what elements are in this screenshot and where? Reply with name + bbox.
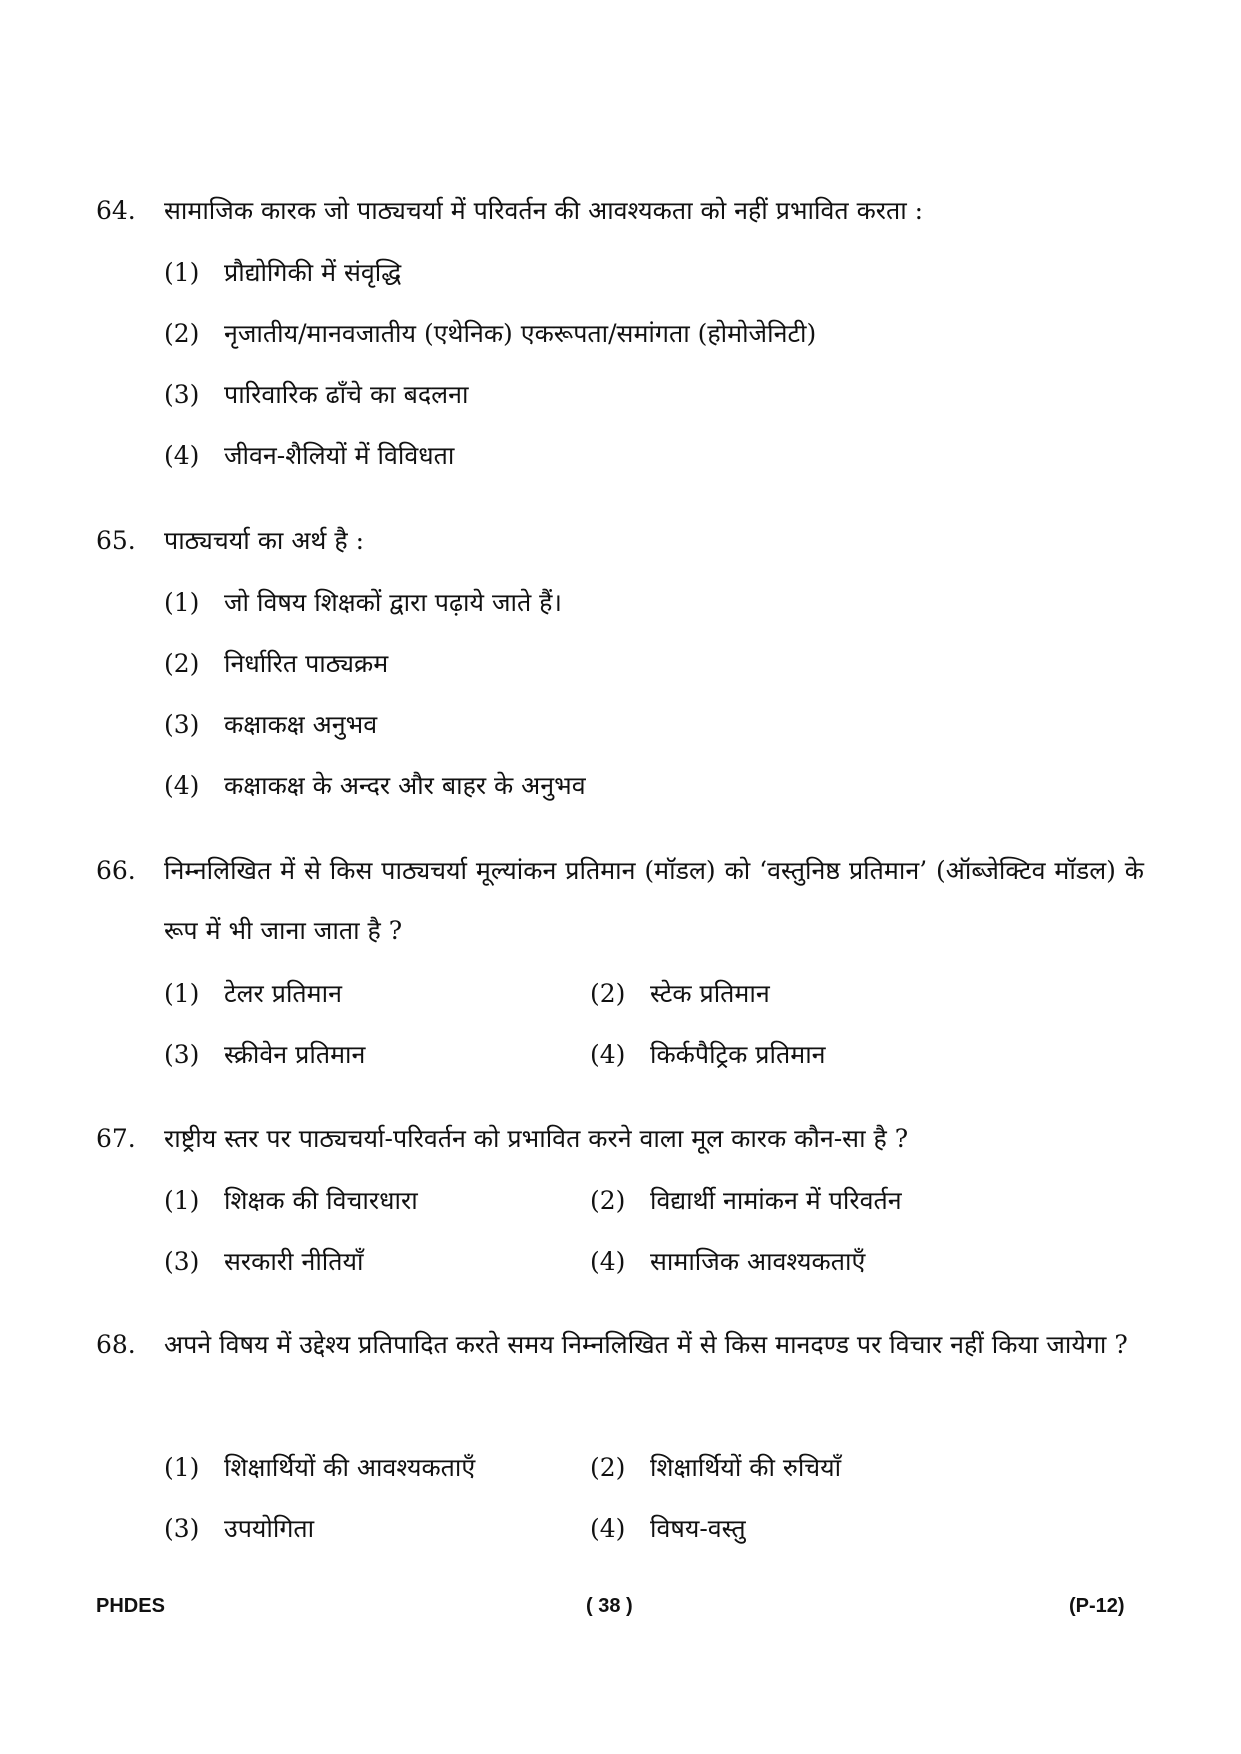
question-text: अपने विषय में उद्देश्य प्रतिपादित करते समय निम्नलिखित में से किस मानदण्ड पर विचार नहीं किया जायेगा ? <box>164 1330 1128 1359</box>
option-number: (2) <box>590 1186 626 1215</box>
option-text: स्क्रीवेन प्रतिमान <box>224 1040 366 1069</box>
option-text: जो विषय शिक्षकों द्वारा पढ़ाये जाते हैं। <box>224 588 562 617</box>
option-number: (3) <box>164 1040 200 1069</box>
question-number: 64. <box>96 196 136 225</box>
option-number: (1) <box>164 1186 200 1215</box>
option-number: (2) <box>590 1453 626 1482</box>
option-number: (3) <box>164 1247 200 1276</box>
question-number: 68. <box>96 1330 136 1359</box>
option-text: निर्धारित पाठ्यक्रम <box>224 649 389 678</box>
option-number: (1) <box>164 1453 200 1482</box>
option-number: (3) <box>164 1514 200 1543</box>
option-text: उपयोगिता <box>224 1514 315 1543</box>
footer-set-code: (P-12) <box>1069 1595 1125 1617</box>
question-text: पाठ्यचर्या का अर्थ है : <box>164 526 364 555</box>
question-number: 67. <box>96 1124 136 1153</box>
question-number: 65. <box>96 526 136 555</box>
option-text: स्टेक प्रतिमान <box>650 979 770 1008</box>
option-text: जीवन-शैलियों में विविधता <box>224 441 455 470</box>
option-text: नृजातीय/मानवजातीय (एथेनिक) एकरूपता/समांगता (होमोजेनिटी) <box>224 319 817 348</box>
option-text: कक्षाकक्ष अनुभव <box>224 710 378 739</box>
option-number: (4) <box>590 1040 626 1069</box>
option-text: शिक्षक की विचारधारा <box>224 1186 418 1215</box>
option-text: विषय-वस्तु <box>650 1514 746 1543</box>
option-text: सरकारी नीतियाँ <box>224 1247 364 1276</box>
option-number: (2) <box>590 979 626 1008</box>
option-number: (4) <box>164 441 200 470</box>
option-number: (4) <box>590 1514 626 1543</box>
option-text: सामाजिक आवश्यकताएँ <box>650 1247 866 1276</box>
option-number: (1) <box>164 979 200 1008</box>
question-text: राष्ट्रीय स्तर पर पाठ्यचर्या-परिवर्तन को प्रभावित करने वाला मूल कारक कौन-सा है ? <box>164 1124 909 1153</box>
option-number: (4) <box>590 1247 626 1276</box>
option-text: पारिवारिक ढाँचे का बदलना <box>224 380 469 409</box>
question-text: सामाजिक कारक जो पाठ्यचर्या में परिवर्तन की आवश्यकता को नहीं प्रभावित करता : <box>164 196 924 225</box>
option-number: (1) <box>164 588 200 617</box>
option-text: प्रौद्योगिकी में संवृद्धि <box>224 258 402 287</box>
option-number: (1) <box>164 258 200 287</box>
option-text: टेलर प्रतिमान <box>224 979 342 1008</box>
option-number: (3) <box>164 710 200 739</box>
option-number: (4) <box>164 771 200 800</box>
option-text: किर्कपैट्रिक प्रतिमान <box>650 1040 826 1069</box>
option-text: शिक्षार्थियों की आवश्यकताएँ <box>224 1453 476 1482</box>
option-number: (3) <box>164 380 200 409</box>
option-text: कक्षाकक्ष के अन्दर और बाहर के अनुभव <box>224 771 586 800</box>
footer-paper-code: PHDES <box>96 1595 165 1617</box>
option-number: (2) <box>164 319 200 348</box>
option-text: विद्यार्थी नामांकन में परिवर्तन <box>650 1186 902 1215</box>
option-text: शिक्षार्थियों की रुचियाँ <box>650 1453 842 1482</box>
question-number: 66. <box>96 856 136 885</box>
question-text: निम्नलिखित में से किस पाठ्यचर्या मूल्यांकन प्रतिमान (मॉडल) को ‘वस्तुनिष्ठ प्रतिमान’ (ऑब्जेक्टिव मॉडल) के रूप में भी जाना जाता है ? <box>164 856 1144 945</box>
option-number: (2) <box>164 649 200 678</box>
footer-page-number: ( 38 ) <box>586 1595 633 1617</box>
